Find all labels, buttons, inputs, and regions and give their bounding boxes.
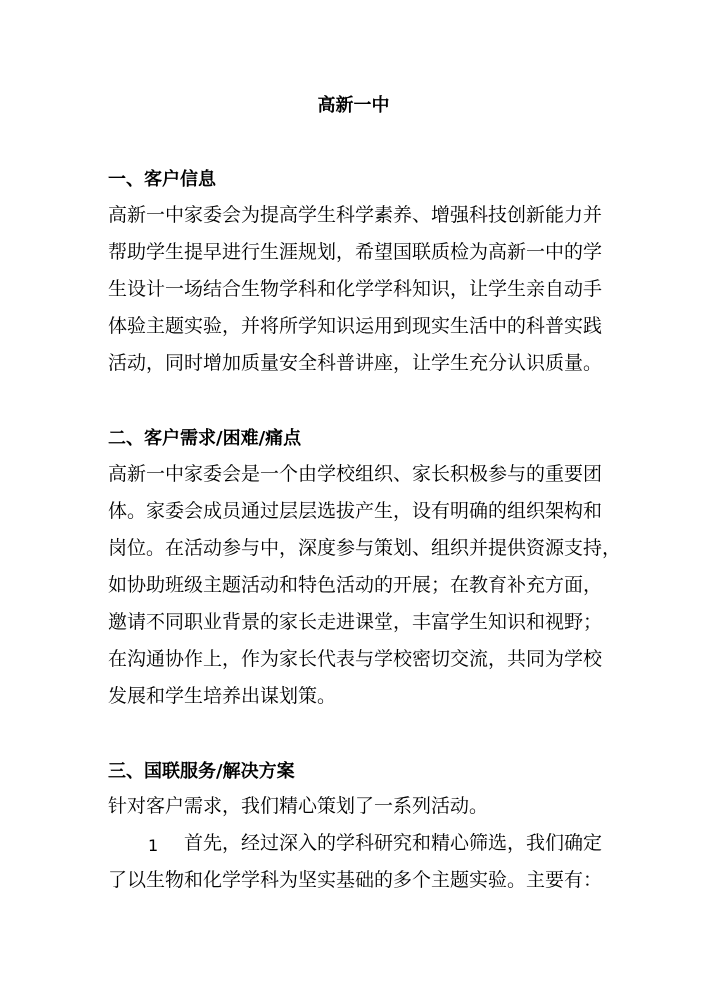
paragraph-line: 发展和学生培养出谋划策。 <box>108 685 337 707</box>
document-title: 高新一中 <box>317 95 390 116</box>
section-heading-customer-info: 一、客户信息 <box>108 169 216 190</box>
paragraph-line: 帮助学生提早进行生涯规划，希望国联质检为高新一中的学 <box>108 241 603 263</box>
paragraph-line: 针对客户需求，我们精心策划了一系列活动。 <box>108 795 489 817</box>
section-intro-solution <box>108 788 608 825</box>
paragraph-line: 了以生物和化学学科为坚实基础的多个主题实验。主要有： <box>108 869 603 891</box>
paragraph-line: 体验主题实验，并将所学知识运用到现实生活中的科普实践 <box>108 315 603 337</box>
paragraph-line: 在沟通协作上，作为家长代表与学校密切交流，共同为学校 <box>108 648 603 670</box>
section-heading-solution: 三、国联服务/解决方案 <box>108 761 295 782</box>
section-heading-customer-needs: 二、客户需求/困难/痛点 <box>108 428 302 449</box>
paragraph-line: 如协助班级主题活动和特色活动的开展；在教育补充方面， <box>108 574 603 596</box>
paragraph-line: 活动，同时增加质量安全科普讲座，让学生充分认识质量。 <box>108 352 603 374</box>
paragraph-line: 岗位。在活动参与中，深度参与策划、组织并提供资源支持， <box>108 537 622 559</box>
paragraph-line: 首先，经过深入的学科研究和精心筛选，我们确定 <box>184 832 603 854</box>
list-item-text <box>108 825 608 899</box>
section-body-customer-info <box>108 197 608 382</box>
section-body-customer-needs <box>108 456 622 715</box>
paragraph-line: 生设计一场结合生物学科和化学学科知识，让学生亲自动手 <box>108 278 603 300</box>
paragraph-line: 高新一中家委会是一个由学校组织、家长积极参与的重要团 <box>108 463 603 485</box>
paragraph-line: 体。家委会成员通过层层选拔产生，设有明确的组织架构和 <box>108 500 603 522</box>
paragraph-line: 邀请不同职业背景的家长走进课堂，丰富学生知识和视野； <box>108 611 603 633</box>
list-item-number: 1 <box>148 836 159 855</box>
paragraph-line: 高新一中家委会为提高学生科学素养、增强科技创新能力并 <box>108 204 603 226</box>
